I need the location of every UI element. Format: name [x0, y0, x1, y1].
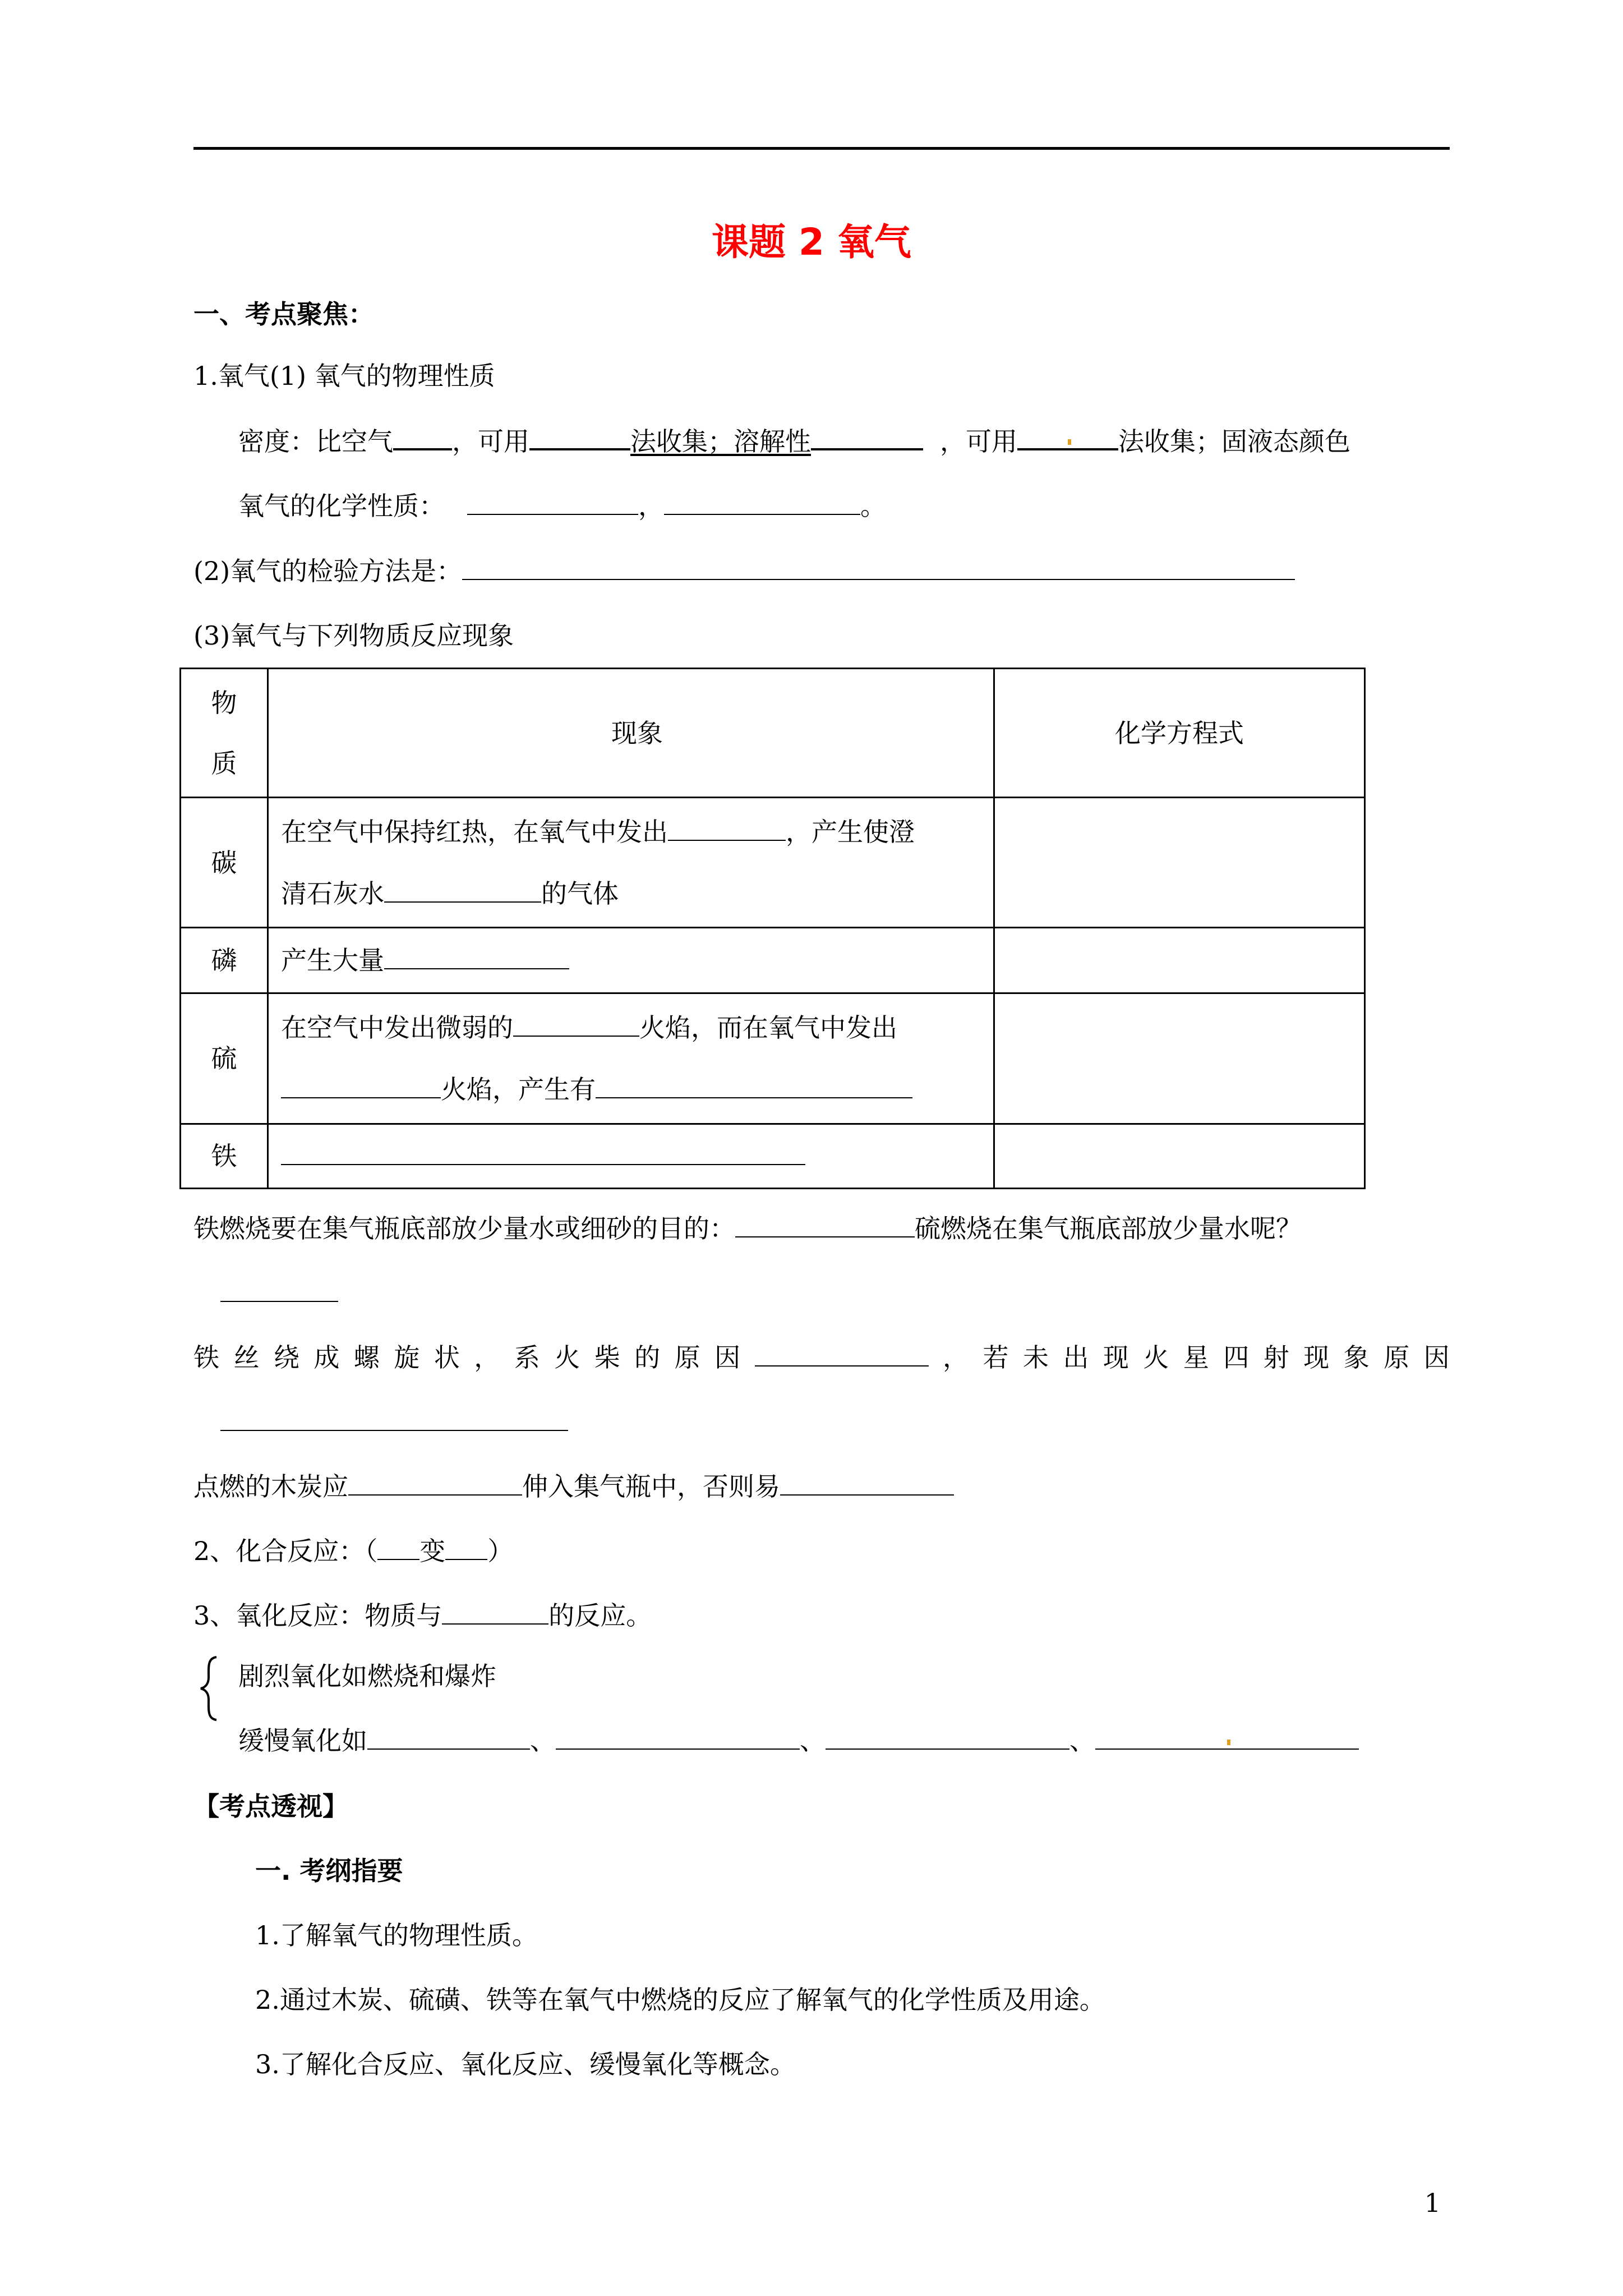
blank-slow-1[interactable] [367, 1724, 530, 1750]
header-substance: 物 质 [181, 669, 268, 798]
item-oxygen-physical: 1.氧气(1) 氧气的物理性质 [193, 361, 495, 391]
blank-match-reason[interactable] [755, 1341, 929, 1366]
header-rule [193, 147, 1450, 150]
section-heading-focus: 一、考点聚焦： [193, 299, 374, 329]
blank-iron-phenomenon[interactable] [281, 1139, 805, 1165]
blank-carbon-light[interactable] [668, 815, 786, 841]
iron-purpose-line: 铁燃烧要在集气瓶底部放少量水或细砂的目的： 硫燃烧在集气瓶底部放少量水呢？ [193, 1212, 1302, 1245]
test-method-line: (2)氧气的检验方法是： [193, 554, 1295, 588]
blank-charcoal-how[interactable] [348, 1470, 522, 1496]
blank-no-sparks-reason[interactable] [220, 1405, 568, 1431]
section-heading-insight: 【考点透视】 [193, 1791, 348, 1821]
blank-iron-purpose[interactable] [735, 1212, 915, 1237]
blank-oxidation[interactable] [442, 1599, 548, 1625]
reaction-title: (3)氧气与下列物质反应现象 [193, 620, 514, 651]
blank-solubility[interactable] [811, 424, 923, 450]
oxidation-reaction-line: 3、氧化反应：物质与 的反应。 [193, 1599, 652, 1632]
substance-iron: 铁 [181, 1124, 268, 1189]
violent-oxidation: 剧烈氧化如燃烧和爆炸 [238, 1661, 496, 1691]
table-row [181, 1124, 1365, 1189]
combination-reaction-line: 2、化合反应：（ 变 ） [193, 1534, 513, 1568]
table-row [181, 993, 1365, 1124]
reaction-table [179, 668, 1366, 1189]
blank-sulfur-air-flame[interactable] [513, 1011, 639, 1037]
syllabus-heading: 一. 考纲指要 [255, 1856, 403, 1886]
blank-chem-prop-1[interactable] [467, 489, 638, 515]
header-equation: 化学方程式 [994, 669, 1365, 798]
equation-carbon[interactable] [994, 798, 1365, 928]
equation-sulfur[interactable] [994, 993, 1365, 1124]
blank-slow-3[interactable] [826, 1724, 1069, 1750]
blank-slow-4[interactable] [1095, 1724, 1359, 1750]
substance-phosphorus: 磷 [181, 928, 268, 993]
phenomenon-carbon: 在空气中保持红热，在氧气中发出 ，产生使澄 清石灰水 的气体 [268, 798, 994, 928]
blank-phosphorus[interactable] [384, 944, 569, 969]
blank-carbon-limewater[interactable] [384, 877, 541, 903]
blank-sulfur-water[interactable] [220, 1276, 338, 1302]
table-row [181, 928, 1365, 993]
blank-sulfur-oxygen-flame[interactable] [281, 1073, 441, 1098]
density-line: 密度：比空气 ，可用 法收集；溶解性 ，可用 法收集；固液态颜色 [238, 424, 1350, 458]
blank-collect-method-1[interactable] [529, 424, 630, 450]
syllabus-item: 1.了解氧气的物理性质。 [255, 1920, 538, 1950]
phenomenon-sulfur: 在空气中发出微弱的 火焰，而在氧气中发出 火焰，产生有 [268, 993, 994, 1124]
equation-phosphorus[interactable] [994, 928, 1365, 993]
syllabus-item: 2.通过木炭、硫磺、铁等在氧气中燃烧的反应了解氧气的化学性质及用途。 [255, 1985, 1105, 2015]
no-sparks-answer [220, 1405, 568, 1439]
blank-slow-2[interactable] [556, 1724, 800, 1750]
blank-chem-prop-2[interactable] [664, 489, 860, 515]
blank-combination-2[interactable] [445, 1534, 487, 1560]
charcoal-line: 点燃的木炭应 伸入集气瓶中，否则易 [193, 1470, 954, 1503]
blank-density[interactable] [393, 424, 452, 450]
sulfur-water-answer [220, 1276, 338, 1310]
blank-test-method[interactable] [462, 554, 1295, 580]
curly-brace-icon [197, 1655, 220, 1722]
blank-charcoal-otherwise[interactable] [780, 1470, 954, 1496]
equation-iron[interactable] [994, 1124, 1365, 1189]
phenomenon-iron [268, 1124, 994, 1189]
blank-sulfur-gas[interactable] [596, 1073, 912, 1098]
substance-carbon: 碳 [181, 798, 268, 928]
table-header-row [181, 669, 1365, 798]
phenomenon-phosphorus: 产生大量 [268, 928, 994, 993]
slow-oxidation-line: 缓慢氧化如 、 、 、 [238, 1724, 1359, 1757]
chemical-properties-line: 氧气的化学性质： ， 。 [238, 489, 886, 523]
blank-combination-1[interactable] [377, 1534, 419, 1560]
page-title: 课题 2 氧气 [712, 220, 911, 264]
header-phenomenon: 现象 [268, 669, 994, 798]
syllabus-item: 3.了解化合反应、氧化反应、缓慢氧化等概念。 [255, 2049, 796, 2079]
blank-collect-method-2[interactable] [1017, 424, 1118, 450]
iron-wire-line: 铁 丝 绕 成 螺 旋 状 ， 系 火 柴 的 原 因 ， 若 未 出 现 火 星 四 射 现 象 原 因 [193, 1341, 1450, 1374]
table-row [181, 798, 1365, 928]
substance-sulfur: 硫 [181, 993, 268, 1124]
page-number: 1 [1424, 2188, 1441, 2218]
